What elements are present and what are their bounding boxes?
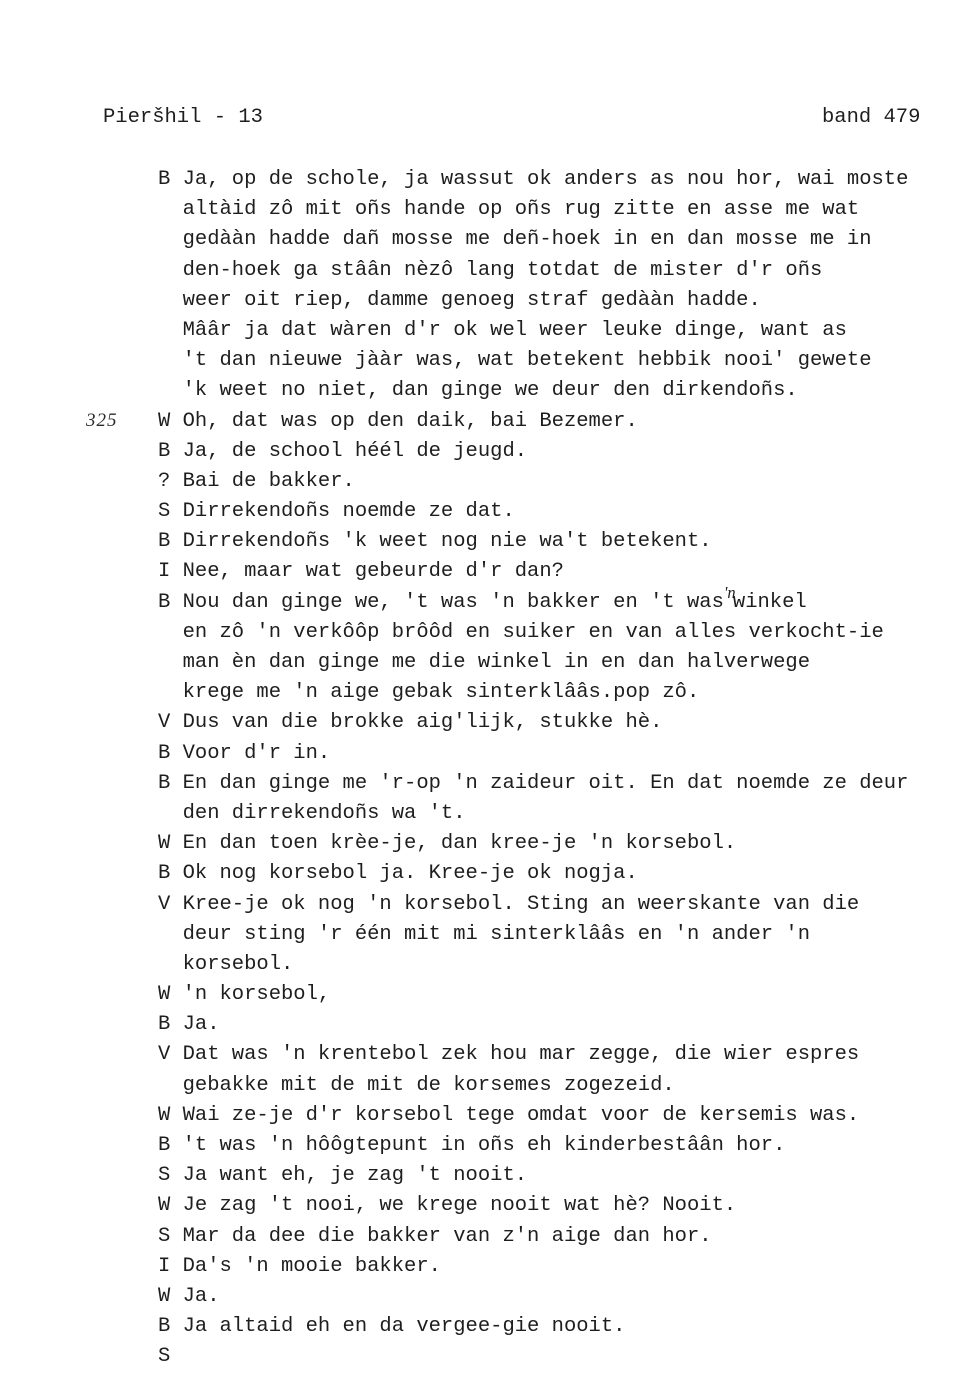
- speaker-turn: [158, 582, 938, 709]
- speaker-label: I: [158, 560, 171, 584]
- line-text: Ja want eh, je zag 't nooit.: [182, 1164, 528, 1188]
- line-text: den-hoek ga stâân nèzô lang totdat de mister d'r oñs: [182, 258, 823, 282]
- transcript-line: [158, 859, 938, 889]
- line-text: en zô 'n verkôôp brôôd en suiker en van alles verkocht-ie: [182, 620, 884, 644]
- line-text: gedààn hadde dañ mosse me deñ-hoek in en dan mosse me in: [182, 228, 872, 252]
- transcript-line: [158, 1161, 938, 1191]
- page-header: [0, 103, 979, 133]
- transcript-line: [158, 467, 938, 497]
- speaker-turn: [158, 1222, 938, 1252]
- line-text: weer oit riep, damme genoeg straf gedààn hadde.: [182, 288, 761, 312]
- line-text: Nee, maar wat gebeurde d'r dan?: [182, 560, 564, 584]
- speaker-turn: [158, 1010, 938, 1040]
- speaker-label: B: [158, 439, 171, 463]
- speaker-label: B: [158, 771, 171, 795]
- line-text: En dan toen krèe-je, dan kree-je 'n korsebol.: [182, 832, 737, 856]
- speaker-turn: [158, 1040, 938, 1100]
- speaker-label: S: [158, 1164, 171, 1188]
- speaker-turn: [158, 769, 938, 829]
- speaker-label: S: [158, 1224, 171, 1248]
- speaker-label: ?: [158, 469, 171, 493]
- transcript-line: [158, 678, 938, 708]
- transcript-line: [158, 1071, 938, 1101]
- speaker-label: V: [158, 892, 171, 916]
- speaker-turn: [158, 890, 938, 981]
- transcript-body: [158, 165, 938, 1373]
- transcript-line: [158, 256, 938, 286]
- speaker-label: B: [158, 1315, 171, 1339]
- line-text: Mar da dee die bakker van z'n aige dan hor.: [182, 1224, 712, 1248]
- transcript-line: [158, 1342, 938, 1372]
- transcript-line: [158, 346, 938, 376]
- transcript-line: [158, 582, 938, 618]
- speaker-turn: [158, 980, 938, 1010]
- speaker-label: B: [158, 590, 171, 614]
- line-text: Dirrekendoñs noemde ze dat.: [182, 500, 515, 524]
- speaker-label: B: [158, 1134, 171, 1157]
- transcript-line: [158, 1010, 938, 1040]
- transcript-line: [158, 376, 938, 406]
- transcript-line: [158, 799, 938, 829]
- line-text: Ok nog korsebol ja. Kree-je ok nogja.: [182, 862, 638, 886]
- line-text: Wai ze-je d'r korsebol tege omdat voor de kersemis was.: [182, 1103, 860, 1127]
- speaker-label: W: [158, 1194, 171, 1218]
- transcript-line: [158, 648, 938, 678]
- line-text: Voor d'r in.: [182, 741, 331, 765]
- transcript-line: [158, 920, 938, 950]
- transcript-line: [158, 497, 938, 527]
- line-text: Dus van die brokke aig'lijk, stukke hè.: [182, 711, 663, 735]
- speaker-label: B: [158, 862, 171, 886]
- line-text: Da's 'n mooie bakker.: [182, 1254, 441, 1278]
- transcript-line: [158, 618, 938, 648]
- transcript-line: [158, 1252, 938, 1282]
- transcript-line: [158, 1131, 938, 1161]
- transcript-line: [158, 1282, 938, 1312]
- speaker-label: W: [158, 409, 171, 433]
- transcript-line: [158, 225, 938, 255]
- speaker-turn: [158, 1101, 938, 1131]
- speaker-turn: [158, 407, 938, 437]
- transcript-line: [158, 950, 938, 980]
- line-text: Ja altaid eh en da vergee-gie nooit.: [182, 1315, 626, 1339]
- line-text: Ja, de school héél de jeugd.: [182, 439, 528, 463]
- line-text: altàid zô mit oñs hande op oñs rug zitte en asse me wat: [182, 198, 860, 222]
- line-text: 'k weet no niet, dan ginge we deur den dirkendoñs.: [182, 379, 798, 403]
- transcript-line: [158, 316, 938, 346]
- transcript-line: [158, 708, 938, 738]
- line-text: Bai de bakker.: [182, 469, 355, 493]
- speaker-turn: [158, 859, 938, 889]
- transcript-line: [158, 1312, 938, 1342]
- line-text: Nou dan ginge we, 't was 'n bakker en 't was: [182, 590, 724, 614]
- transcript-line: [158, 980, 938, 1010]
- transcript-line: [158, 890, 938, 920]
- line-text: man èn dan ginge me die winkel in en dan halverwege: [182, 651, 810, 674]
- speaker-label: V: [158, 1043, 171, 1067]
- transcript-line: [158, 1101, 938, 1131]
- line-text: den dirrekendoñs wa 't.: [182, 801, 466, 825]
- line-text: En dan ginge me 'r-op 'n zaideur oit. En dat noemde ze deur: [182, 771, 909, 795]
- transcript-line: [158, 1222, 938, 1252]
- transcript-line: [158, 829, 938, 859]
- speaker-label: W: [158, 832, 171, 856]
- line-text: krege me 'n aige gebak sinterklââs.pop zô.: [182, 681, 700, 705]
- speaker-label: B: [158, 530, 171, 554]
- speaker-turn: [158, 497, 938, 527]
- speaker-label: W: [158, 983, 171, 1007]
- line-text: 't was 'n hôôgtepunt in oñs eh kinderbestâân hor.: [182, 1134, 786, 1157]
- transcript-line: [158, 407, 938, 437]
- speaker-turn: [158, 829, 938, 859]
- line-text: Kree-je ok nog 'n korsebol. Sting an weerskante van die: [182, 892, 860, 916]
- speaker-turn: [158, 437, 938, 467]
- speaker-label: W: [158, 1103, 171, 1127]
- speaker-label: I: [158, 1254, 171, 1278]
- line-text: Dat was 'n krentebol zek hou mar zegge, die wier espres: [182, 1043, 860, 1067]
- transcript-line: [158, 1191, 938, 1221]
- line-text: Ja.: [182, 1013, 220, 1037]
- speaker-turn: [158, 1161, 938, 1191]
- speaker-turn: [158, 1312, 938, 1342]
- transcript-line: [158, 195, 938, 225]
- line-text: 'n korsebol,: [182, 983, 331, 1007]
- speaker-label: B: [158, 168, 171, 191]
- transcript-line: [158, 527, 938, 557]
- transcript-line: [158, 557, 938, 587]
- speaker-turn: [158, 1282, 938, 1312]
- speaker-turn: [158, 708, 938, 738]
- speaker-turn: [158, 557, 938, 587]
- handwritten-margin-note: 325: [86, 410, 118, 431]
- speaker-label: S: [158, 500, 171, 524]
- line-text: Oh, dat was op den daik, bai Bezemer.: [182, 409, 638, 433]
- speaker-turn: [158, 165, 938, 407]
- line-text: 't dan nieuwe jààr was, wat betekent hebbik nooi' gewete: [182, 349, 872, 373]
- transcript-line: [158, 286, 938, 316]
- line-text: Mââr ja dat wàren d'r ok wel weer leuke dinge, want as: [182, 318, 847, 342]
- line-text: Ja.: [182, 1284, 220, 1308]
- line-text: korsebol.: [182, 952, 294, 976]
- speaker-label: V: [158, 711, 171, 735]
- transcript-line: [158, 739, 938, 769]
- speaker-label: W: [158, 1284, 171, 1308]
- speaker-turn: [158, 1252, 938, 1282]
- speaker-label: B: [158, 741, 171, 765]
- speaker-turn: [158, 467, 938, 497]
- speaker-turn: [158, 1191, 938, 1221]
- speaker-turn: [158, 1131, 938, 1161]
- line-text: Ja, op de schole, ja wassut ok anders as nou hor, wai moste: [182, 168, 909, 191]
- line-text: Dirrekendoñs 'k weet nog nie wa't betekent.: [182, 530, 712, 554]
- document-title: Pieršhil - 13: [103, 106, 263, 129]
- speaker-turn: [158, 1342, 938, 1372]
- speaker-label: S: [158, 1345, 171, 1369]
- transcript-line: [158, 769, 938, 799]
- transcript-line: [158, 165, 938, 195]
- tape-number: band 479: [822, 106, 921, 129]
- transcript-line: [158, 1040, 938, 1070]
- speaker-label: B: [158, 1013, 171, 1037]
- line-text: winkel: [732, 590, 807, 614]
- transcript-line: [158, 437, 938, 467]
- handwritten-insertion: 'n: [723, 582, 736, 602]
- line-text: gebakke mit de mit de korsemes zogezeid.: [182, 1073, 675, 1097]
- line-text: Je zag 't nooi, we krege nooit wat hè? Nooit.: [182, 1194, 737, 1218]
- line-text: deur sting 'r één mit mi sinterklââs en 'n ander 'n: [182, 922, 810, 946]
- speaker-turn: [158, 527, 938, 557]
- speaker-turn: [158, 739, 938, 769]
